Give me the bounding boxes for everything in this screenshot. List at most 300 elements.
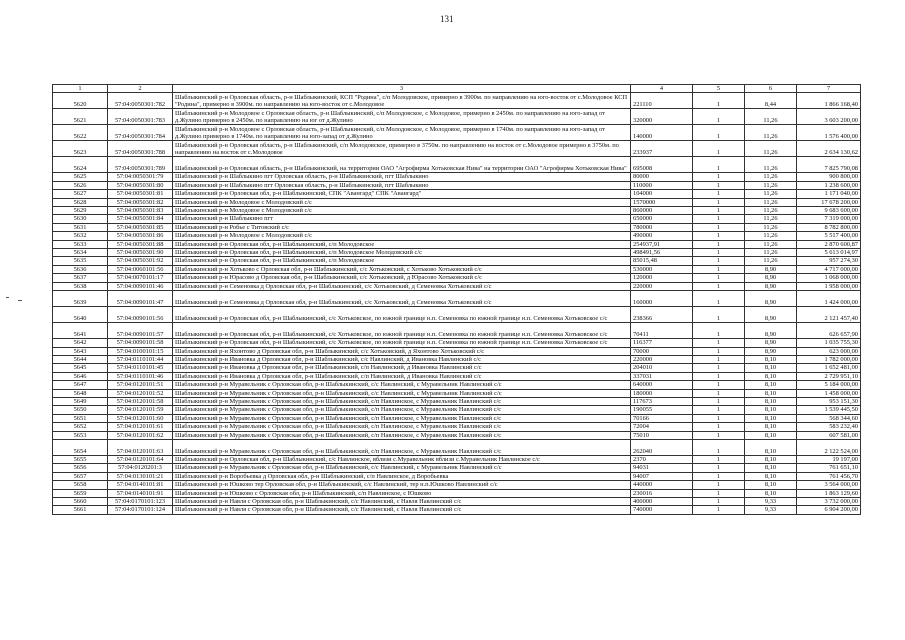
coefficient-value: 8,10 — [745, 397, 797, 405]
quantity-value: 1 — [693, 498, 745, 506]
coefficient-value: 11,26 — [745, 141, 797, 157]
coefficient-value: 11,26 — [745, 223, 797, 231]
row-number: 5649 — [53, 397, 108, 405]
coefficient-value: 8,10 — [745, 481, 797, 489]
row-number: 5623 — [53, 141, 108, 157]
coefficient-value: 11,26 — [745, 207, 797, 215]
cadastral-number: 57:04:0060101:56 — [108, 265, 173, 273]
cost-value: 607 581,00 — [797, 431, 861, 439]
coefficient-value: 8,10 — [745, 364, 797, 372]
quantity-value: 1 — [693, 397, 745, 405]
location-description: Шаблыкинский р-н Муравельник с Орловская обл, р-н Шаблыкинский, с/п Навлинское, с Муравельник Навлинский с/с — [173, 406, 631, 414]
area-value: 220000 — [631, 282, 693, 290]
cost-value: 1 238 600,00 — [797, 181, 861, 189]
cost-value: 583 232,40 — [797, 423, 861, 431]
cadastral-number: 57:04:0050301:86 — [108, 232, 173, 240]
row-number: 5639 — [53, 291, 108, 307]
table-row — [53, 274, 861, 282]
cost-value: 957 274,30 — [797, 257, 861, 265]
row-number: 5658 — [53, 481, 108, 489]
location-description: Шаблыкинский р-н Ивановка д Орловская обл, р-н Шаблыкинский, с/с Навлинский, д Ивановка Навлинский с/с — [173, 355, 631, 363]
table-row — [53, 355, 861, 363]
cost-value: 1 782 000,00 — [797, 355, 861, 363]
cost-value: 3 732 000,00 — [797, 498, 861, 506]
page-number: 131 — [440, 14, 454, 24]
quantity-value: 1 — [693, 431, 745, 439]
table-row — [53, 215, 861, 223]
location-description: Шаблыкинский р-н Молодовое с Молодовский с/с — [173, 207, 631, 215]
coefficient-value: 8,10 — [745, 439, 797, 455]
area-value: 740000 — [631, 506, 693, 514]
cost-value: 1 652 481,00 — [797, 364, 861, 372]
cost-value: 900 800,00 — [797, 173, 861, 181]
cost-value: 5 613 014,97 — [797, 249, 861, 257]
table-row — [53, 472, 861, 480]
table-row — [53, 397, 861, 405]
quantity-value: 1 — [693, 389, 745, 397]
coefficient-value: 8,10 — [745, 464, 797, 472]
location-description: Шаблыкинский р-н Орловская обл, р-н Шаблыкинский, с/п Молодовское — [173, 257, 631, 265]
table-row — [53, 93, 861, 109]
table-row — [53, 506, 861, 514]
table-row — [53, 157, 861, 173]
area-value: 780000 — [631, 223, 693, 231]
cadastral-number: 57:04:0090101:58 — [108, 339, 173, 347]
row-number: 5626 — [53, 181, 108, 189]
area-value: 72004 — [631, 423, 693, 431]
area-value: 221110 — [631, 93, 693, 109]
cost-value: 626 657,90 — [797, 323, 861, 339]
area-value: 110000 — [631, 181, 693, 189]
coefficient-value: 11,26 — [745, 125, 797, 141]
table-row — [53, 389, 861, 397]
coefficient-value: 8,90 — [745, 291, 797, 307]
area-value: 695008 — [631, 157, 693, 173]
table-row — [53, 307, 861, 323]
quantity-value: 1 — [693, 274, 745, 282]
coefficient-value: 8,10 — [745, 406, 797, 414]
cadastral-number: 57:04:0050301:83 — [108, 207, 173, 215]
coefficient-value: 8,90 — [745, 347, 797, 355]
cost-value: 568 344,60 — [797, 414, 861, 422]
cadastral-number: 57:04:0100101:15 — [108, 347, 173, 355]
table-row — [53, 372, 861, 380]
quantity-value: 1 — [693, 291, 745, 307]
quantity-value: 1 — [693, 364, 745, 372]
cadastral-number: 57:04:0120101:63 — [108, 439, 173, 455]
location-description: Шаблыкинский р-н Орловская обл, р-н Шаблыкинский, с/п Молодовское — [173, 240, 631, 248]
quantity-value: 1 — [693, 109, 745, 125]
area-value: 233937 — [631, 141, 693, 157]
area-value: 440000 — [631, 481, 693, 489]
area-value: 160000 — [631, 291, 693, 307]
quantity-value: 1 — [693, 125, 745, 141]
row-number: 5638 — [53, 282, 108, 290]
area-value: 94007 — [631, 472, 693, 480]
cadastral-number: 57:04:0170101:124 — [108, 506, 173, 514]
cost-value: 1 424 000,00 — [797, 291, 861, 307]
row-number: 5624 — [53, 157, 108, 173]
table-row — [53, 125, 861, 141]
coefficient-value: 11,26 — [745, 240, 797, 248]
table-row — [53, 423, 861, 431]
row-number: 5625 — [53, 173, 108, 181]
quantity-value: 1 — [693, 141, 745, 157]
area-value: 220000 — [631, 355, 693, 363]
area-value: 80000 — [631, 173, 693, 181]
column-header: 6 — [745, 85, 797, 93]
area-value: 116377 — [631, 339, 693, 347]
location-description: Шаблыкинский р-н Муравельник с Орловская обл, р-н Шаблыкинский, с/с Навлинский, с Муравельник Навлинский с/с — [173, 389, 631, 397]
coefficient-value: 11,26 — [745, 109, 797, 125]
area-value: 204010 — [631, 364, 693, 372]
quantity-value: 1 — [693, 347, 745, 355]
cadastral-number: 57:04:0120201:3 — [108, 464, 173, 472]
row-number: 5645 — [53, 364, 108, 372]
cadastral-number: 57:04:0090101:47 — [108, 291, 173, 307]
area-value: 190055 — [631, 406, 693, 414]
area-value: 337031 — [631, 372, 693, 380]
table-row — [53, 265, 861, 273]
row-number: 5621 — [53, 109, 108, 125]
area-value: 640000 — [631, 381, 693, 389]
coefficient-value: 8,90 — [745, 323, 797, 339]
cost-value: 7 825 790,08 — [797, 157, 861, 173]
area-value: 2370 — [631, 455, 693, 463]
table-row — [53, 223, 861, 231]
cost-value: 1 866 168,40 — [797, 93, 861, 109]
location-description: Шаблыкинский р-н Юшково с Орловская обл, р-н Шаблыкинский, с/п Навлинское, с Юшково — [173, 489, 631, 497]
table-row — [53, 257, 861, 265]
cost-value: 1 035 755,30 — [797, 339, 861, 347]
column-header: 7 — [797, 85, 861, 93]
location-description: Шаблыкинский р-н Орловская область, р-н Шаблыкинский, КСП "Родина", с/п Молодовское, примерно в 3900м. по направлению на юго-восток от с.Молодовое КСП "Родина", примерно в 3900м. по направлению на юго-восток от с.Молодовое — [173, 93, 631, 109]
table-row — [53, 431, 861, 439]
cost-value: 623 000,00 — [797, 347, 861, 355]
area-value: 320000 — [631, 109, 693, 125]
cadastral-number: 57:04:0050301:784 — [108, 125, 173, 141]
row-number: 5646 — [53, 372, 108, 380]
row-number: 5628 — [53, 198, 108, 206]
table-row — [53, 109, 861, 125]
cost-value: 3 564 000,00 — [797, 481, 861, 489]
cadastral-number: 57:04:0050301:82 — [108, 198, 173, 206]
location-description: Шаблыкинский р-н Навля с Орловская обл, р-н Шаблыкинский, с/с Навлинский, с Навля Навлинский с/с — [173, 506, 631, 514]
row-number: 5637 — [53, 274, 108, 282]
table-row — [53, 232, 861, 240]
cost-value: 2 729 951,10 — [797, 372, 861, 380]
quantity-value: 1 — [693, 181, 745, 189]
row-number: 5659 — [53, 489, 108, 497]
cadastral-number: 57:04:0050301:85 — [108, 223, 173, 231]
cadastral-number: 57:04:0120101:60 — [108, 414, 173, 422]
row-number: 5630 — [53, 215, 108, 223]
quantity-value: 1 — [693, 190, 745, 198]
cadastral-number: 57:04:0120101:62 — [108, 431, 173, 439]
cost-value: 1 458 000,00 — [797, 389, 861, 397]
row-number: 5660 — [53, 498, 108, 506]
quantity-value: 1 — [693, 464, 745, 472]
cadastral-number: 57:04:0120101:61 — [108, 423, 173, 431]
cadastral-table — [52, 84, 861, 515]
cadastral-number: 57:04:0050301:81 — [108, 190, 173, 198]
table-row — [53, 207, 861, 215]
table-row — [53, 339, 861, 347]
coefficient-value: 9,33 — [745, 506, 797, 514]
cost-value: 1 863 129,60 — [797, 489, 861, 497]
area-value: 254937,91 — [631, 240, 693, 248]
row-number: 5620 — [53, 93, 108, 109]
location-description: Шаблыкинский р-н Семеновка д Орловская обл, р-н Шаблыкинский, с/с Хотьковский, д Семеновка Хотьковский с/с — [173, 291, 631, 307]
cost-value: 1 171 040,00 — [797, 190, 861, 198]
quantity-value: 1 — [693, 198, 745, 206]
cadastral-number: 57:04:0050301:92 — [108, 257, 173, 265]
area-value: 104000 — [631, 190, 693, 198]
coefficient-value: 11,26 — [745, 181, 797, 189]
quantity-value: 1 — [693, 506, 745, 514]
area-value: 180000 — [631, 389, 693, 397]
row-number: 5657 — [53, 472, 108, 480]
quantity-value: 1 — [693, 249, 745, 257]
row-number: 5661 — [53, 506, 108, 514]
location-description: Шаблыкинский р-н Навля с Орловская обл, р-н Шаблыкинский, с/с Навлинский, с Навля Навлинский с/с — [173, 498, 631, 506]
quantity-value: 1 — [693, 240, 745, 248]
quantity-value: 1 — [693, 381, 745, 389]
coefficient-value: 11,26 — [745, 257, 797, 265]
cadastral-number: 57:04:0140101:91 — [108, 489, 173, 497]
quantity-value: 1 — [693, 207, 745, 215]
area-value: 400000 — [631, 498, 693, 506]
location-description: Шаблыкинский р-н Муравельник с Орловская обл, р-н Шаблыкинский, с/с Навлинский, с Муравельник Навлинский с/с — [173, 381, 631, 389]
coefficient-value: 8,10 — [745, 414, 797, 422]
location-description: Шаблыкинский р-н Орловская обл, р-н Шаблыкинский, с/с Навлинское, вблизи с.Муравельник вблизи с.Муравельник Навлинское с/с — [173, 455, 631, 463]
cadastral-number: 57:04:0110101:46 — [108, 372, 173, 380]
coefficient-value: 11,26 — [745, 215, 797, 223]
coefficient-value: 8,10 — [745, 472, 797, 480]
location-description: Шаблыкинский р-н Шаблыкино пгт — [173, 215, 631, 223]
row-number: 5635 — [53, 257, 108, 265]
cost-value: 1 576 400,00 — [797, 125, 861, 141]
cadastral-number: 57:04:0130101:21 — [108, 472, 173, 480]
table-row — [53, 464, 861, 472]
table-row — [53, 481, 861, 489]
location-description: Шаблыкинский р-н Муравельник с Орловская обл, р-н Шаблыкинский, с/п Навлинское, с Муравельник Навлинский с/с — [173, 423, 631, 431]
area-value: 70166 — [631, 414, 693, 422]
location-description: Шаблыкинский р-н Ивановка д Орловская обл, р-н Шаблыкинский, с/п Навлинский, д Ивановка Навлинский с/с — [173, 372, 631, 380]
table-row — [53, 190, 861, 198]
location-description: Шаблыкинский р-н Муравельник с Орловская обл, р-н Шаблыкинский, с/п Навлинское, с Муравельник Навлинский с/с — [173, 439, 631, 455]
column-header: 3 — [173, 85, 631, 93]
table-row — [53, 364, 861, 372]
row-number: 5653 — [53, 431, 108, 439]
cost-value: 6 904 200,00 — [797, 506, 861, 514]
area-value: 230016 — [631, 489, 693, 497]
column-header: 5 — [693, 85, 745, 93]
area-value: 140000 — [631, 125, 693, 141]
coefficient-value: 8,90 — [745, 339, 797, 347]
cost-value: 9 683 600,00 — [797, 207, 861, 215]
coefficient-value: 8,10 — [745, 431, 797, 439]
area-value: 75010 — [631, 431, 693, 439]
table-row — [53, 240, 861, 248]
cadastral-number: 57:04:0110101:45 — [108, 364, 173, 372]
table-row — [53, 455, 861, 463]
row-number: 5654 — [53, 439, 108, 455]
coefficient-value: 8,90 — [745, 274, 797, 282]
location-description: Шаблыкинский р-н Орловская обл, р-н Шаблыкинский, с/с Хотьковское, по южной границе н.п. Семеновка по южной границе н.п. Семеновка Хотьковское с/с — [173, 307, 631, 323]
coefficient-value: 11,26 — [745, 198, 797, 206]
quantity-value: 1 — [693, 307, 745, 323]
column-header: 2 — [108, 85, 173, 93]
cadastral-number: 57:04:0110101:44 — [108, 355, 173, 363]
location-description: Шаблыкинский р-н Орловская область, р-н Шаблыкинский, с/п Молодовское, примерно в 3750м. по направлению на восток от с.Молодовое примерно в 3750м. по направлению на восток от с.Молодовое — [173, 141, 631, 157]
cadastral-number: 57:04:0140101:81 — [108, 481, 173, 489]
location-description: Шаблыкинский р-н Яхонтово д Орловская обл, р-н Шаблыкинский, с/с Хотьковский, д Яхонтово Хотьковский с/с — [173, 347, 631, 355]
area-value: 85015,48 — [631, 257, 693, 265]
header-row — [53, 85, 861, 93]
row-number: 5634 — [53, 249, 108, 257]
row-number: 5651 — [53, 414, 108, 422]
quantity-value: 1 — [693, 355, 745, 363]
location-description: Шаблыкинский р-н Молодовое с Молодовский с/с — [173, 232, 631, 240]
cost-value: 2 870 600,87 — [797, 240, 861, 248]
quantity-value: 1 — [693, 232, 745, 240]
coefficient-value: 8,90 — [745, 307, 797, 323]
row-number: 5650 — [53, 406, 108, 414]
cost-value: 761 651,10 — [797, 464, 861, 472]
location-description: Шаблыкинский р-н Муравельник с Орловская обл, р-н Шаблыкинский, с/п Навлинское, с Муравельник Навлинский с/с — [173, 414, 631, 422]
area-value: 70000 — [631, 347, 693, 355]
cadastral-number: 57:04:0120101:59 — [108, 406, 173, 414]
cadastral-number: 57:04:0090101:57 — [108, 323, 173, 339]
table-row — [53, 282, 861, 290]
table-row — [53, 323, 861, 339]
location-description: Шаблыкинский р-н Орловская обл, р-н Шаблыкинский, с/п Молодовское Молодовский с/с — [173, 249, 631, 257]
quantity-value: 1 — [693, 406, 745, 414]
coefficient-value: 11,26 — [745, 249, 797, 257]
table-row — [53, 406, 861, 414]
quantity-value: 1 — [693, 439, 745, 455]
cost-value: 17 678 200,00 — [797, 198, 861, 206]
location-description: Шаблыкинский р-н Хотьково с Орловская обл, р-н Шаблыкинский, с/с Хотьковский, с Хотьково Хотьковский с/с — [173, 265, 631, 273]
location-description: Шаблыкинский р-н Орловская обл, р-н Шаблыкинский, СПК "Авангард" СПК "Авангард" — [173, 190, 631, 198]
row-number: 5647 — [53, 381, 108, 389]
quantity-value: 1 — [693, 173, 745, 181]
row-number: 5644 — [53, 355, 108, 363]
quantity-value: 1 — [693, 481, 745, 489]
area-value: 238366 — [631, 307, 693, 323]
table-row — [53, 141, 861, 157]
cadastral-number: 57:04:0050301:782 — [108, 93, 173, 109]
quantity-value: 1 — [693, 265, 745, 273]
table-row — [53, 173, 861, 181]
area-value: 498491,56 — [631, 249, 693, 257]
coefficient-value: 8,10 — [745, 489, 797, 497]
cadastral-number: 57:04:0050301:79 — [108, 173, 173, 181]
coefficient-value: 8,10 — [745, 389, 797, 397]
cadastral-number: 57:04:0090101:56 — [108, 307, 173, 323]
row-number: 5640 — [53, 307, 108, 323]
cost-value: 2 634 130,62 — [797, 141, 861, 157]
location-description: Шаблыкинский р-н Муравельник с Орловская обл, р-н Шаблыкинский, с/п Навлинское, с Муравельник Навлинский с/с — [173, 431, 631, 439]
area-value: 70411 — [631, 323, 693, 339]
area-value: 650000 — [631, 215, 693, 223]
quantity-value: 1 — [693, 423, 745, 431]
cadastral-number: 57:04:0050301:84 — [108, 215, 173, 223]
area-value: 860000 — [631, 207, 693, 215]
coefficient-value: 8,10 — [745, 372, 797, 380]
row-number: 5636 — [53, 265, 108, 273]
location-description: Шаблыкинский р-н Ивановка д Орловская обл, р-н Шаблыкинский, с/п Навлинский, д Ивановка Навлинский с/с — [173, 364, 631, 372]
table-row — [53, 291, 861, 307]
quantity-value: 1 — [693, 323, 745, 339]
row-number: 5642 — [53, 339, 108, 347]
column-header: 1 — [53, 85, 108, 93]
cadastral-number: 57:04:0090101:46 — [108, 282, 173, 290]
location-description: Шаблыкинский р-н Робье с Титовский с/с — [173, 223, 631, 231]
location-description: Шаблыкинский р-н Шаблыкино пгт Орловская область, р-н Шаблыкинский, пгт Шаблыкино — [173, 181, 631, 189]
coefficient-value: 8,90 — [745, 265, 797, 273]
row-number: 5652 — [53, 423, 108, 431]
row-number: 5627 — [53, 190, 108, 198]
row-number: 5632 — [53, 232, 108, 240]
location-description: Шаблыкинский р-н Шаблыкино пгт Орловская область, р-н Шаблыкинский, пгт Шаблыкино — [173, 173, 631, 181]
coefficient-value: 9,33 — [745, 498, 797, 506]
row-number: 5631 — [53, 223, 108, 231]
row-number: 5629 — [53, 207, 108, 215]
coefficient-value: 8,90 — [745, 282, 797, 290]
quantity-value: 1 — [693, 472, 745, 480]
row-number: 5655 — [53, 455, 108, 463]
row-number: 5643 — [53, 347, 108, 355]
cadastral-number: 57:04:0050301:788 — [108, 141, 173, 157]
cadastral-number: 57:04:0120101:58 — [108, 397, 173, 405]
cadastral-number: 57:04:0050301:789 — [108, 157, 173, 173]
cost-value: 3 603 200,00 — [797, 109, 861, 125]
cost-value: 5 184 000,00 — [797, 381, 861, 389]
cost-value: 7 319 000,00 — [797, 215, 861, 223]
table-row — [53, 198, 861, 206]
quantity-value: 1 — [693, 257, 745, 265]
location-description: Шаблыкинский р-н Молодовое с Молодовский с/с — [173, 198, 631, 206]
cadastral-number: 57:04:0050301:783 — [108, 109, 173, 125]
cost-value: 1 539 445,50 — [797, 406, 861, 414]
location-description: Шаблыкинский р-н Орловская обл, р-н Шаблыкинский, с/с Хотьковское, по южной границе н.п. Семеновка по южной границе н.п. Семеновка Хотьковское с/с — [173, 339, 631, 347]
quantity-value: 1 — [693, 282, 745, 290]
location-description: Шаблыкинский р-н Орловская область, р-н Шаблыкинский, на территории ОАО "Агрофирма Хотьковская Нива" на территории ОАО "Агрофирма Хотьковская Нива" — [173, 157, 631, 173]
area-value: 120000 — [631, 274, 693, 282]
cost-value: 4 717 000,00 — [797, 265, 861, 273]
cadastral-number: 57:04:0050301:80 — [108, 181, 173, 189]
quantity-value: 1 — [693, 372, 745, 380]
cost-value: 5 517 400,00 — [797, 232, 861, 240]
row-number: 5633 — [53, 240, 108, 248]
row-number: 5656 — [53, 464, 108, 472]
coefficient-value: 11,26 — [745, 232, 797, 240]
area-value: 262040 — [631, 439, 693, 455]
area-value: 117673 — [631, 397, 693, 405]
quantity-value: 1 — [693, 455, 745, 463]
coefficient-value: 11,26 — [745, 157, 797, 173]
location-description: Шаблыкинский р-н Семеновка д Орловская обл, р-н Шаблыкинский, с/с Хотьковский, д Семеновка Хотьковский с/с — [173, 282, 631, 290]
row-number: 5648 — [53, 389, 108, 397]
table-row — [53, 181, 861, 189]
cadastral-number: 57:04:0050301:90 — [108, 249, 173, 257]
table-row — [53, 439, 861, 455]
location-description: Шаблыкинский р-н Муравельник с Орловская обл, р-н Шаблыкинский, с/п Навлинское, с Муравельник Навлинский с/с — [173, 397, 631, 405]
location-description: Шаблыкинский р-н Молодовое с Орловская область, р-н Шаблыкинский, с/п Молодовское, с Молодовое, примерно в 1740м. по направлению на юго-запад от д.Жулино примерно в 1740м. по направлению на юго-запад от д.Жулино — [173, 125, 631, 141]
cost-value: 1 068 000,00 — [797, 274, 861, 282]
